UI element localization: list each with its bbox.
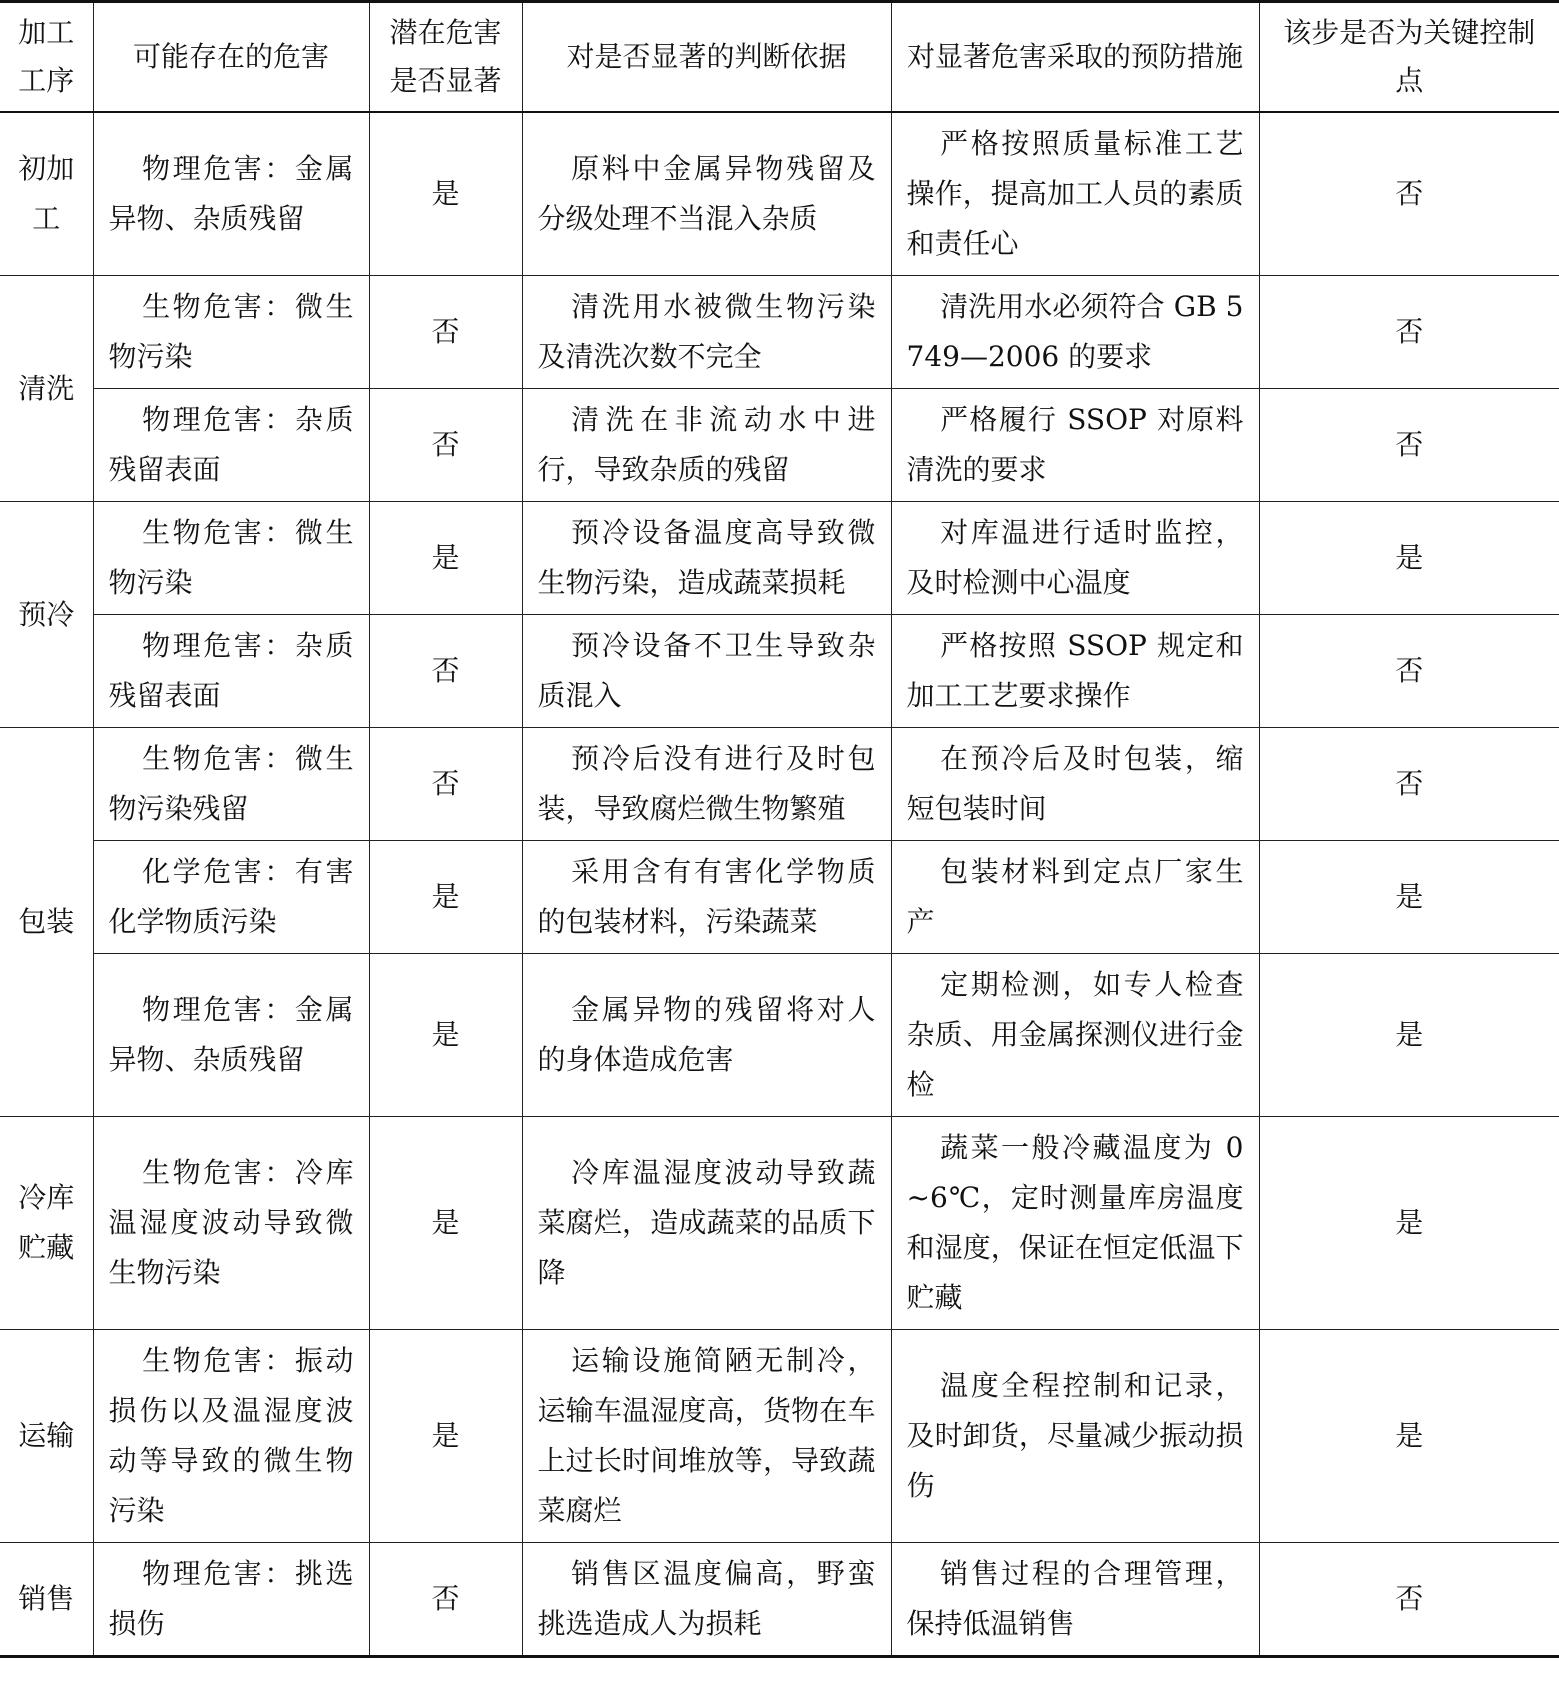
basis-cell: 冷库温湿度波动导致蔬菜腐烂，造成蔬菜的品质下降 xyxy=(522,1117,891,1330)
significant-cell: 是 xyxy=(369,1117,522,1330)
basis-cell: 清洗在非流动水中进行，导致杂质的残留 xyxy=(522,389,891,502)
measure-cell: 温度全程控制和记录，及时卸货，尽量减少振动损伤 xyxy=(891,1330,1259,1543)
ccp-cell: 否 xyxy=(1259,276,1559,389)
step-name: 预冷 xyxy=(0,502,93,728)
table-row xyxy=(0,841,1559,954)
header-row xyxy=(0,2,1559,113)
hazard-cell: 物理危害：杂质残留表面 xyxy=(93,389,369,502)
table-row xyxy=(0,112,1559,276)
measure-cell: 销售过程的合理管理，保持低温销售 xyxy=(891,1543,1259,1657)
basis-cell: 金属异物的残留将对人的身体造成危害 xyxy=(522,954,891,1117)
table-row xyxy=(0,389,1559,502)
hazard-cell: 物理危害：挑选损伤 xyxy=(93,1543,369,1657)
significant-cell: 是 xyxy=(369,1330,522,1543)
basis-cell: 预冷设备温度高导致微生物污染，造成蔬菜损耗 xyxy=(522,502,891,615)
table-row xyxy=(0,276,1559,389)
ccp-cell: 否 xyxy=(1259,1543,1559,1657)
ccp-cell: 否 xyxy=(1259,389,1559,502)
basis-cell: 原料中金属异物残留及分级处理不当混入杂质 xyxy=(522,112,891,276)
significant-cell: 否 xyxy=(369,276,522,389)
step-name: 冷库贮藏 xyxy=(0,1117,93,1330)
measure-cell: 严格按照 SSOP 规定和加工工艺要求操作 xyxy=(891,615,1259,728)
measure-cell: 包装材料到定点厂家生产 xyxy=(891,841,1259,954)
table-row xyxy=(0,1330,1559,1543)
hazard-cell: 化学危害：有害化学物质污染 xyxy=(93,841,369,954)
measure-cell: 对库温进行适时监控，及时检测中心温度 xyxy=(891,502,1259,615)
measure-cell: 严格履行 SSOP 对原料清洗的要求 xyxy=(891,389,1259,502)
significant-cell: 否 xyxy=(369,389,522,502)
basis-cell: 清洗用水被微生物污染及清洗次数不完全 xyxy=(522,276,891,389)
hazard-cell: 物理危害：金属异物、杂质残留 xyxy=(93,954,369,1117)
ccp-cell: 是 xyxy=(1259,841,1559,954)
table-row xyxy=(0,502,1559,615)
hazard-cell: 生物危害：冷库温湿度波动导致微生物污染 xyxy=(93,1117,369,1330)
basis-cell: 运输设施简陋无制冷，运输车温湿度高，货物在车上过长时间堆放等，导致蔬菜腐烂 xyxy=(522,1330,891,1543)
measure-cell: 在预冷后及时包装，缩短包装时间 xyxy=(891,728,1259,841)
step-name: 包装 xyxy=(0,728,93,1117)
significant-cell: 是 xyxy=(369,954,522,1117)
hazard-cell: 物理危害：杂质残留表面 xyxy=(93,615,369,728)
measure-cell: 严格按照质量标准工艺操作，提高加工人员的素质和责任心 xyxy=(891,112,1259,276)
step-name: 初加工 xyxy=(0,112,93,276)
header-basis: 对是否显著的判断依据 xyxy=(522,2,891,113)
table-row xyxy=(0,728,1559,841)
significant-cell: 否 xyxy=(369,1543,522,1657)
header-measure: 对显著危害采取的预防措施 xyxy=(891,2,1259,113)
significant-cell: 是 xyxy=(369,502,522,615)
basis-cell: 预冷设备不卫生导致杂质混入 xyxy=(522,615,891,728)
measure-cell: 蔬菜一般冷藏温度为 0 ~6℃，定时测量库房温度和湿度，保证在恒定低温下贮藏 xyxy=(891,1117,1259,1330)
significant-cell: 是 xyxy=(369,112,522,276)
ccp-cell: 否 xyxy=(1259,615,1559,728)
significant-cell: 是 xyxy=(369,841,522,954)
measure-cell: 定期检测，如专人检查杂质、用金属探测仪进行金检 xyxy=(891,954,1259,1117)
hazard-cell: 生物危害：微生物污染 xyxy=(93,276,369,389)
hazard-cell: 生物危害：微生物污染残留 xyxy=(93,728,369,841)
ccp-cell: 是 xyxy=(1259,954,1559,1117)
ccp-cell: 否 xyxy=(1259,112,1559,276)
hazard-cell: 物理危害：金属异物、杂质残留 xyxy=(93,112,369,276)
hazard-cell: 生物危害：微生物污染 xyxy=(93,502,369,615)
step-name: 清洗 xyxy=(0,276,93,502)
step-name: 销售 xyxy=(0,1543,93,1657)
hazard-cell: 生物危害：振动损伤以及温湿度波动等导致的微生物污染 xyxy=(93,1330,369,1543)
significant-cell: 否 xyxy=(369,615,522,728)
basis-cell: 销售区温度偏高，野蛮挑选造成人为损耗 xyxy=(522,1543,891,1657)
table-row xyxy=(0,1543,1559,1657)
table-row xyxy=(0,1117,1559,1330)
table-row xyxy=(0,954,1559,1117)
basis-cell: 采用含有有害化学物质的包装材料，污染蔬菜 xyxy=(522,841,891,954)
ccp-cell: 是 xyxy=(1259,1117,1559,1330)
header-significant: 潜在危害是否显著 xyxy=(369,2,522,113)
header-ccp: 该步是否为关键控制点 xyxy=(1259,2,1559,113)
table-row xyxy=(0,615,1559,728)
header-step: 加工工序 xyxy=(0,2,93,113)
step-name: 运输 xyxy=(0,1330,93,1543)
significant-cell: 否 xyxy=(369,728,522,841)
ccp-cell: 否 xyxy=(1259,728,1559,841)
ccp-cell: 是 xyxy=(1259,1330,1559,1543)
ccp-cell: 是 xyxy=(1259,502,1559,615)
header-hazard: 可能存在的危害 xyxy=(93,2,369,113)
basis-cell: 预冷后没有进行及时包装，导致腐烂微生物繁殖 xyxy=(522,728,891,841)
measure-cell: 清洗用水必须符合 GB 5749—2006 的要求 xyxy=(891,276,1259,389)
